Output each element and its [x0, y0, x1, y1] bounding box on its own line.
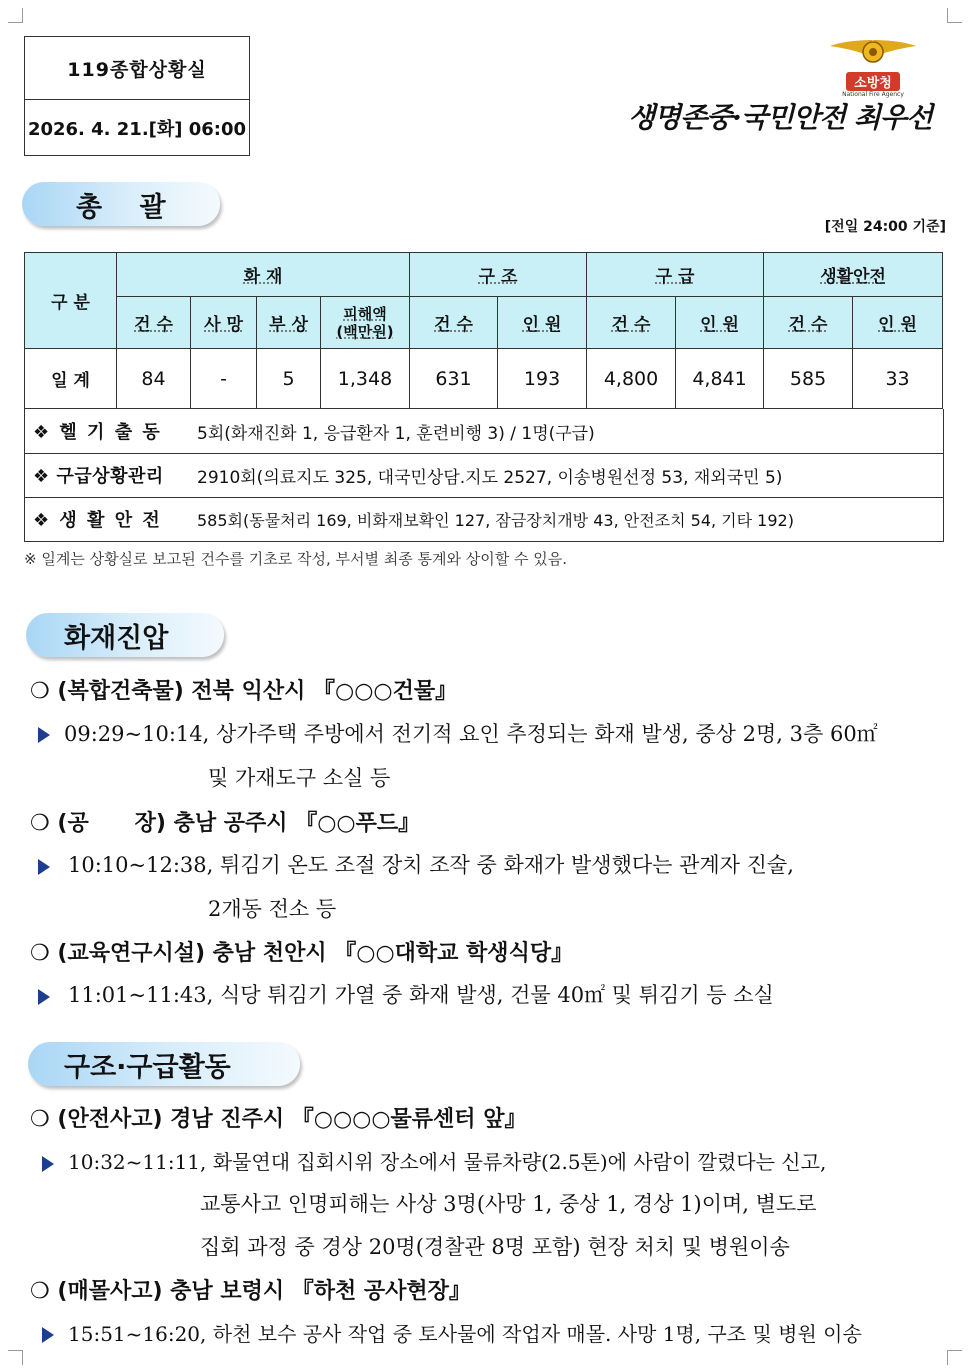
value-cell: 84 — [117, 349, 191, 409]
subheader: 피해액 (백만원) — [321, 297, 410, 349]
agency-name: 소방청 — [846, 72, 900, 91]
agency-name-en: National Fire Agency — [842, 91, 904, 98]
incident-detail: 10:10~12:38, 튀김기 온도 조절 장치 조작 중 화재가 발생했다는 관계자 진술, — [68, 853, 794, 877]
subheader: 인 원 — [498, 297, 587, 349]
bullet-icon: ❖ — [33, 510, 60, 531]
col-label: 구 분 — [25, 253, 117, 349]
arrow-bullet-icon — [38, 989, 50, 1005]
subheader: 부 상 — [257, 297, 321, 349]
section-summary-pill — [22, 182, 220, 226]
agency-emblem-icon — [828, 36, 918, 68]
summary-footnote: ※ 일계는 상황실로 보고된 건수를 기초로 작성, 부서별 최종 통계와 상이할 수 있음. — [24, 550, 568, 568]
section-rescue-title: 구조·구급활동 — [64, 1051, 231, 1083]
value-cell: 1,348 — [321, 349, 410, 409]
group-rescue: 구 조 — [410, 253, 587, 297]
subheader: 사 망 — [191, 297, 257, 349]
incident-detail: 09:29~10:14, 상가주택 주방에서 전기적 요인 추정되는 화재 발생, 중상 2명, 3층 60㎡ — [64, 722, 878, 746]
subheader: 인 원 — [676, 297, 764, 349]
arrow-bullet-icon — [38, 859, 50, 875]
circle-bullet-icon: ❍ — [30, 811, 58, 836]
info-label — [25, 418, 197, 444]
value-cell: 193 — [498, 349, 587, 409]
incident-heading — [30, 1102, 526, 1133]
info-row-ems — [24, 453, 944, 498]
report-datetime: 2026. 4. 21.[화] 06:00 — [27, 119, 247, 140]
value-cell: 33 — [853, 349, 943, 409]
incident-detail: 11:01~11:43, 식당 튀김기 가열 중 화재 발생, 건물 40㎡ 및 튀김기 등 소실 — [68, 983, 774, 1007]
incident-heading — [30, 936, 573, 967]
circle-bullet-icon: ❍ — [30, 941, 58, 966]
group-ems: 구 급 — [587, 253, 764, 297]
group-fire: 화 재 — [117, 253, 410, 297]
circle-bullet-icon: ❍ — [30, 679, 58, 704]
incident-detail: 및 가재도구 소실 등 — [208, 766, 391, 790]
slogan: 생명존중·국민안전 최우선 — [627, 101, 932, 134]
office-name: 119종합상황실 — [25, 37, 249, 100]
value-cell: 5 — [257, 349, 321, 409]
arrow-bullet-icon — [42, 1156, 54, 1172]
incident-detail: 집회 과정 중 경상 20명(경찰관 8명 포함) 현장 처치 및 병원이송 — [200, 1235, 790, 1259]
bullet-icon: ❖ — [33, 466, 57, 487]
value-cell: 4,800 — [587, 349, 676, 409]
bullet-icon: ❖ — [33, 422, 60, 443]
value-cell: 4,841 — [676, 349, 764, 409]
incident-title: (복합건축물) 전북 익산시 『○○○건물』 — [57, 679, 458, 704]
incident-heading — [30, 806, 420, 837]
incident-detail: 10:32~11:11, 화물연대 집회시위 장소에서 물류차량(2.5톤)에 사람이 깔렸다는 신고, — [68, 1150, 827, 1174]
section-fire-title: 화재진압 — [64, 622, 169, 654]
corner-mark — [947, 1350, 962, 1365]
report-header-box — [24, 36, 250, 156]
incident-detail: 15:51~16:20, 하천 보수 공사 작업 중 토사물에 작업자 매몰. 사망 1명, 구조 및 병원 이송 — [68, 1322, 862, 1346]
subheader: 건 수 — [764, 297, 853, 349]
subheader: 건 수 — [587, 297, 676, 349]
basis-note: [전일 24:00 기준] — [824, 219, 946, 235]
subheader: 인 원 — [853, 297, 943, 349]
agency-logo — [828, 36, 918, 98]
info-value: 2910회(의료지도 325, 대국민상담.지도 2527, 이송병원선정 53, 재외국민 5) — [197, 467, 783, 488]
info-row-safety — [24, 497, 944, 542]
info-label-text: 구급상황관리 — [56, 466, 164, 487]
incident-heading — [30, 674, 457, 705]
value-cell: 585 — [764, 349, 853, 409]
row-label: 일 계 — [25, 349, 117, 409]
info-value: 5회(화재진화 1, 응급환자 1, 훈련비행 3) / 1명(구급) — [197, 423, 595, 444]
section-summary-title: 총 괄 — [76, 191, 180, 223]
corner-mark — [947, 8, 962, 23]
info-row-helicopter — [24, 409, 944, 454]
group-safety: 생활안전 — [764, 253, 943, 297]
value-cell: - — [191, 349, 257, 409]
info-label-text: 헬 기 출 동 — [59, 422, 162, 443]
value-cell: 631 — [410, 349, 498, 409]
info-label — [25, 506, 197, 532]
info-label-text: 생 활 안 전 — [59, 510, 162, 531]
corner-mark — [8, 1350, 23, 1365]
arrow-bullet-icon — [38, 727, 50, 743]
incident-heading — [30, 1274, 471, 1305]
incident-title: (매몰사고) 충남 보령시 『하천 공사현장』 — [57, 1279, 471, 1304]
subheader: 건 수 — [410, 297, 498, 349]
summary-table — [24, 252, 943, 409]
subheader: 건 수 — [117, 297, 191, 349]
corner-mark — [8, 8, 23, 23]
circle-bullet-icon: ❍ — [30, 1279, 58, 1304]
incident-detail: 2개동 전소 등 — [208, 897, 337, 921]
incident-title: (안전사고) 경남 진주시 『○○○○물류센터 앞』 — [57, 1107, 527, 1132]
arrow-bullet-icon — [42, 1327, 54, 1343]
incident-title: (공 장) 충남 공주시 『○○푸드』 — [57, 811, 421, 836]
info-value: 585회(동물처리 169, 비화재보확인 127, 잠금장치개방 43, 안전조치 54, 기타 192) — [197, 510, 794, 530]
info-label — [25, 462, 197, 488]
incident-detail: 교통사고 인명피해는 사상 3명(사망 1, 중상 1, 경상 1)이며, 별도로 — [200, 1192, 817, 1216]
section-rescue-pill — [28, 1042, 300, 1086]
section-fire-pill — [26, 613, 224, 657]
incident-title: (교육연구시설) 충남 천안시 『○○대학교 학생식당』 — [57, 941, 574, 966]
circle-bullet-icon: ❍ — [30, 1107, 58, 1132]
